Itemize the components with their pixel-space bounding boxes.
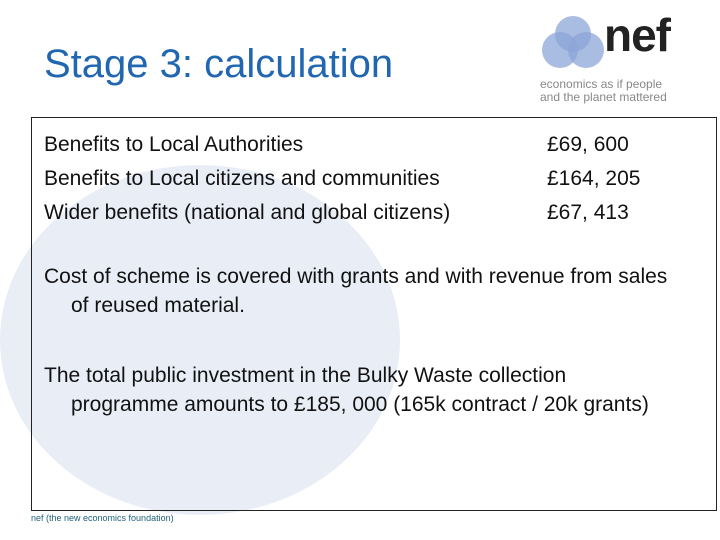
footer: nef (the new economics foundation): [31, 513, 174, 523]
benefit-value: £67, 413: [547, 201, 629, 224]
benefit-value: £69, 600: [547, 133, 629, 156]
nef-logo: [538, 9, 690, 108]
logo-text: nef: [604, 9, 670, 61]
benefit-label: Benefits to Local Authorities: [44, 133, 304, 156]
slide-title: Stage 3: calculation: [44, 42, 394, 86]
benefit-label: Wider benefits (national and global citizens): [44, 201, 451, 224]
cost-paragraph: Cost of scheme is covered with grants and with revenue from sales of reused material.: [44, 265, 668, 317]
logo-circle: [555, 16, 591, 52]
logo-tagline: economics as if people and the planet mattered: [540, 77, 667, 104]
benefit-value: £164, 205: [547, 167, 641, 190]
benefit-label: Benefits to Local citizens and communities: [44, 167, 440, 190]
investment-paragraph: The total public investment in the Bulky Waste collection programme amounts to £185, 000 (165k contract / 20k grants): [44, 364, 649, 416]
